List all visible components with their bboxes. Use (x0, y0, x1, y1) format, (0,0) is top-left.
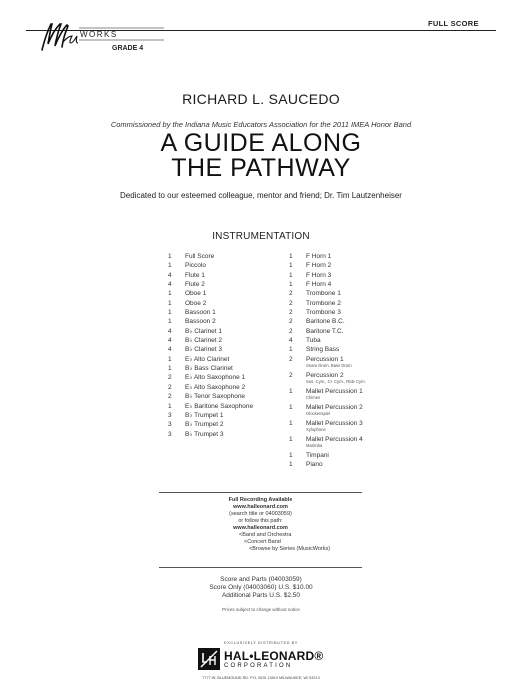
instrument-qty: 2 (168, 383, 172, 391)
instrument-qty: 1 (168, 290, 172, 298)
instrument-name-cell (185, 411, 283, 420)
dedication: Dedicated to our esteemed colleague, mentor and friend; Dr. Tim Lautzenheiser (120, 191, 402, 200)
instrument-row (168, 373, 283, 382)
logo-works-text: WORKS (80, 30, 118, 39)
instrument-row (289, 403, 409, 419)
distributor-label: EXCLUSIVELY DISTRIBUTED BY (224, 641, 298, 645)
instrument-qty: 2 (289, 318, 293, 326)
instrument-name-cell (185, 280, 283, 289)
instrument-row (289, 451, 409, 460)
instrument-row (168, 402, 283, 411)
instrument-qty: 3 (168, 430, 172, 438)
instrument-qty: 1 (289, 271, 293, 279)
instrument-name: Full Score (185, 253, 215, 260)
instrument-name-cell (306, 308, 409, 317)
instrument-row (289, 261, 409, 270)
instrument-row (168, 430, 283, 439)
instrument-qty: 1 (168, 355, 172, 363)
instrument-name-cell (185, 402, 283, 411)
price-score-only: Score Only (04003060) U.S. $10.00 (209, 583, 313, 591)
instrument-row (168, 355, 283, 364)
instrument-row (168, 364, 283, 373)
instrument-name: E♭ Alto Saxophone 1 (185, 374, 246, 382)
instrument-detail: Sus. Cym., Cr. Cym., Ride Cym. (306, 379, 366, 385)
path-step-1: <Band and Orchestra (239, 532, 292, 538)
instrument-qty: 2 (289, 355, 293, 363)
instrument-qty: 1 (168, 365, 172, 373)
instrumentation-heading: INSTRUMENTATION (212, 231, 310, 242)
instrument-row (168, 392, 283, 401)
instrument-qty: 3 (168, 411, 172, 419)
instrument-row (289, 280, 409, 289)
instrument-qty: 2 (289, 327, 293, 335)
instrument-name: B♭ Clarinet 3 (185, 346, 223, 354)
instrument-row (289, 387, 409, 403)
instrument-name-cell (306, 252, 409, 261)
instrument-row (168, 271, 283, 280)
instrument-name-cell (185, 252, 283, 261)
instrument-name-cell (185, 317, 283, 326)
instrument-name-cell (185, 383, 283, 392)
instrument-row (168, 299, 283, 308)
hal-leonard-name: HAL•LEONARD® (224, 649, 324, 663)
instrument-row (289, 317, 409, 326)
instrument-qty: 2 (289, 299, 293, 307)
composer-name: RICHARD L. SAUCEDO (182, 91, 340, 107)
instrument-qty: 1 (289, 451, 293, 459)
instrument-name: B♭ Tenor Saxophone (185, 393, 246, 401)
instrument-qty: 2 (168, 393, 172, 401)
instrument-name: E♭ Alto Clarinet (185, 355, 230, 363)
instrument-name: Oboe 2 (185, 299, 207, 307)
commission-note: Commissioned by the Indiana Music Educators Association for the 2011 IMEA Honor Band (110, 120, 412, 129)
instrument-row (168, 289, 283, 298)
instrument-qty: 4 (168, 281, 172, 289)
instrument-name-cell (185, 430, 283, 439)
instrument-name: F Horn 1 (306, 253, 332, 260)
instrument-name-cell (185, 271, 283, 280)
instrument-qty: 1 (289, 346, 293, 354)
instrument-name-cell (306, 435, 409, 451)
instrument-qty: 1 (168, 262, 172, 270)
instrument-name-cell (185, 392, 283, 401)
instrument-name: F Horn 4 (306, 281, 332, 289)
instrument-name: F Horn 3 (306, 271, 332, 279)
instrument-name: Trombone 1 (306, 290, 341, 298)
instrument-name-cell (306, 336, 409, 345)
instrument-name: Mallet Percussion 3 (306, 419, 363, 427)
instrument-name: F Horn 2 (306, 262, 332, 270)
instrument-name: Baritone B.C. (306, 318, 345, 326)
instrument-qty: 2 (289, 290, 293, 298)
instrument-row (289, 435, 409, 451)
instrument-qty: 4 (168, 327, 172, 335)
instrument-name-cell (306, 387, 409, 403)
instrument-row (289, 345, 409, 354)
instrument-name-cell (306, 299, 409, 308)
instrument-name: Mallet Percussion 1 (306, 387, 363, 395)
instrument-name: B♭ Clarinet 2 (185, 337, 223, 345)
instrument-row (289, 371, 409, 387)
instrument-name-cell (185, 336, 283, 345)
instrument-qty: 1 (289, 403, 293, 411)
search-hint: (search title or 04003059) (229, 511, 292, 517)
instrument-qty: 1 (168, 318, 172, 326)
instrument-row (168, 280, 283, 289)
instrument-qty: 1 (168, 253, 172, 260)
instrument-name: B♭ Clarinet 1 (185, 327, 223, 335)
instrument-detail: Marimba (306, 443, 323, 449)
instrument-name: B♭ Trumpet 2 (185, 421, 224, 429)
instrument-name: B♭ Bass Clarinet (185, 365, 233, 373)
instrument-name-cell (306, 345, 409, 354)
recording-box (159, 492, 362, 568)
title-line-1: A GUIDE ALONG (160, 129, 362, 157)
instrument-name: Mallet Percussion 2 (306, 403, 363, 411)
instrument-row (168, 327, 283, 336)
instrument-row (168, 345, 283, 354)
instrument-name-cell (306, 403, 409, 419)
instrument-name-cell (306, 289, 409, 298)
instrument-qty: 3 (168, 421, 172, 429)
instrument-name-cell (185, 345, 283, 354)
recording-heading: Full Recording Available (228, 497, 293, 503)
instrument-row (289, 327, 409, 336)
instrument-row (289, 336, 409, 345)
full-score-label: FULL SCORE (428, 19, 479, 28)
instrument-name: Trombone 3 (306, 309, 341, 317)
instrument-qty: 4 (289, 337, 293, 345)
instrument-name-cell (185, 299, 283, 308)
hal-leonard-corp: CORPORATION (224, 663, 293, 669)
instrument-row (168, 308, 283, 317)
recording-link[interactable]: www.halleonard.com (233, 504, 288, 510)
instrument-row (289, 289, 409, 298)
instrument-row (168, 383, 283, 392)
instrument-name-cell (185, 420, 283, 429)
instrument-qty: 1 (168, 309, 172, 317)
instrument-qty: 1 (289, 253, 293, 260)
instrument-qty: 1 (168, 402, 172, 410)
instrument-row (289, 271, 409, 280)
instrument-qty: 1 (289, 281, 293, 289)
distributor-address: 7777 W. BLUEMOUND RD. P.O. BOX 13819 MILWAUKEE, WI 53213 (202, 676, 320, 680)
instrument-qty: 4 (168, 271, 172, 279)
instrument-name-cell (185, 364, 283, 373)
instrument-name-cell (306, 280, 409, 289)
instrument-row (289, 299, 409, 308)
instrument-row (289, 252, 409, 261)
instrument-qty: 1 (289, 435, 293, 443)
instrument-row (168, 411, 283, 420)
instrument-name-cell (306, 317, 409, 326)
title-line-2: THE PATHWAY (171, 154, 351, 182)
instrument-qty: 2 (289, 371, 293, 379)
instrument-name: Percussion 2 (306, 371, 344, 379)
instrument-qty: 2 (168, 374, 172, 382)
piece-title (0, 131, 522, 181)
path-step-3: <Browse by Series (MusicWorks) (249, 546, 331, 552)
instrument-name-cell (306, 451, 409, 460)
instrument-name: Piano (306, 461, 323, 469)
instrument-name-cell (185, 327, 283, 336)
instrument-qty: 1 (289, 262, 293, 270)
instrument-name: Piccolo (185, 262, 206, 270)
instrument-name: Baritone T.C. (306, 327, 344, 335)
instrument-row (289, 460, 409, 469)
instrument-detail: Xylophone (306, 427, 326, 433)
instrument-qty: 1 (289, 461, 293, 469)
instrument-name: Trombone 2 (306, 299, 341, 307)
instrument-name-cell (306, 327, 409, 336)
instrument-detail: Chimes (306, 395, 321, 401)
instrument-name: Bassoon 1 (185, 309, 216, 317)
instrument-name-cell (185, 373, 283, 382)
instrument-name: Percussion 1 (306, 355, 344, 363)
instrument-name: Flute 1 (185, 271, 205, 279)
instrument-row (168, 317, 283, 326)
instrumentation-list-right (289, 252, 409, 469)
hal-leonard-logo-icon (198, 648, 220, 670)
instrument-row (168, 336, 283, 345)
instrument-detail: Glockenspiel (306, 411, 330, 417)
instrument-name: B♭ Trumpet 3 (185, 430, 224, 438)
instrument-row (289, 419, 409, 435)
instrument-name-cell (306, 371, 409, 387)
price-additional-parts: Additional Parts U.S. $2.50 (221, 591, 301, 599)
price-block (0, 576, 522, 599)
instrument-name: String Bass (306, 346, 340, 354)
instrument-name: B♭ Trumpet 1 (185, 411, 224, 419)
instrument-name: E♭ Alto Saxophone 2 (185, 383, 246, 391)
instrument-name-cell (185, 261, 283, 270)
path-link[interactable]: www.halleonard.com (233, 525, 288, 531)
instrument-name-cell (185, 308, 283, 317)
instrument-qty: 4 (168, 346, 172, 354)
instrument-name: Tuba (306, 337, 321, 345)
instrument-name-cell (185, 355, 283, 364)
instrument-name-cell (306, 271, 409, 280)
price-notice: Prices subject to change without notice (222, 607, 300, 612)
grade-label: GRADE 4 (112, 45, 144, 52)
instrument-name-cell (306, 355, 409, 371)
instrument-name: Bassoon 2 (185, 318, 216, 326)
instrument-qty: 1 (168, 299, 172, 307)
instrumentation-list-left (168, 252, 283, 439)
musicworks-logo (36, 20, 166, 54)
instrument-row (168, 252, 283, 261)
instrument-qty: 4 (168, 337, 172, 345)
instrument-name-cell (185, 289, 283, 298)
instrument-name: Timpani (306, 451, 329, 459)
hal-leonard-logo (198, 648, 338, 674)
instrument-detail: Snare Drum, Bass Drum (306, 363, 352, 369)
instrument-qty: 1 (289, 419, 293, 427)
follow-path-text: or follow this path: (238, 518, 283, 524)
instrument-qty: 2 (289, 309, 293, 317)
instrument-name-cell (306, 460, 409, 469)
instrument-row (168, 261, 283, 270)
instrument-row (168, 420, 283, 429)
instrument-name: E♭ Baritone Saxophone (185, 402, 254, 410)
instrument-name: Mallet Percussion 4 (306, 435, 363, 443)
path-step-2: <Concert Band (244, 539, 281, 545)
instrument-qty: 1 (289, 387, 293, 395)
instrument-row (289, 308, 409, 317)
price-score-parts: Score and Parts (04003059) (220, 576, 302, 583)
instrument-name: Oboe 1 (185, 290, 207, 298)
instrument-name: Flute 2 (185, 281, 205, 289)
instrument-row (289, 355, 409, 371)
instrument-name-cell (306, 419, 409, 435)
instrument-name-cell (306, 261, 409, 270)
